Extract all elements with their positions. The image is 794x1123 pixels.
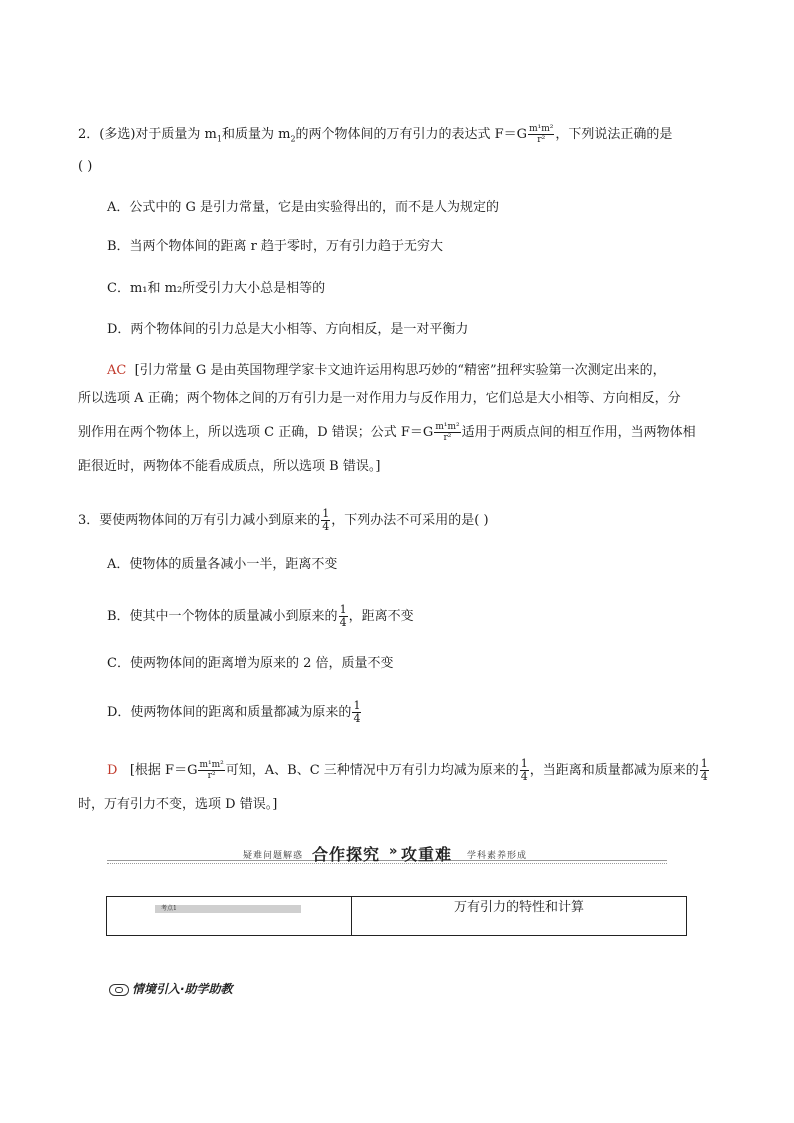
q3-explain-line1: D [根据 F＝G $\frac{\text{m¹m²}}{\text{r²}}$ 可知，A、B、C 三种情况中万有引力均减为原来的 $\frac{1}{4}$ ，当距离和质量都减为原来的 $\frac{1}{4}$ — [107, 757, 708, 783]
q3-option-b: B．使其中一个物体的质量减小到原来的 $\frac{1}{4}$ ，距离不变 — [107, 603, 414, 629]
formula-fraction: $\frac{\text{m¹m²}}{\text{r²}}$ — [199, 760, 224, 781]
q3-option-c: C．使两物体间的距离增为原来的 2 倍，质量不变 — [107, 656, 394, 671]
q2-option-c: C．m₁和 m₂所受引力大小总是相等的 — [107, 281, 326, 296]
q2-option-a: A．公式中的 G 是引力常量，它是由实验得出的，而不是人为规定的 — [107, 200, 500, 215]
banner-rule-dotted — [107, 863, 667, 864]
q3-option-a: A．使物体的质量各减小一半，距离不变 — [107, 557, 338, 572]
formula-fraction: $\frac{\text{m¹m²}}{\text{r²}}$ — [435, 422, 460, 443]
topic-tag: 考点1 — [155, 905, 301, 913]
q3-stem: 3．要使两物体间的万有引力减小到原来的 $\frac{1}{4}$ ，下列办法不可采用的是( ) — [78, 507, 489, 533]
q2-stem: 2．(多选)对于质量为 $m_1$和质量为 $m_2$的两个物体间的万有引力的表达式 F＝G $\frac{\text{m¹m²}}{\text{r²}}$ ，下列说法正确的是 — [78, 124, 673, 145]
q2-option-d: D．两个物体间的引力总是大小相等、方向相反，是一对平衡力 — [107, 322, 469, 337]
topic-table — [106, 896, 687, 936]
q2-paren: ( ) — [78, 159, 93, 174]
banner-arrow-icon: » — [389, 844, 399, 859]
formula-fraction: $\frac{\text{m¹m²}}{\text{r²}}$ — [529, 124, 554, 145]
q2-option-b: B．当两个物体间的距离 r 趋于零时，万有引力趋于无穷大 — [107, 239, 444, 254]
q2-explain-line3: 别作用在两个物体上，所以选项 C 正确，D 错误；公式 F＝G $\frac{\text{m¹m²}}{\text{r²}}$ 适用于两质点间的相互作用，当两物体相 — [78, 422, 696, 443]
scenario-icon — [109, 984, 129, 996]
banner-left-text: 疑难问题解惑 — [243, 851, 304, 861]
section-banner — [107, 842, 667, 866]
topic-title: 万有引力的特性和计算 — [453, 900, 584, 915]
q2-explain-line2: 所以选项 A 正确；两个物体之间的万有引力是一对作用力与反作用力，它们总是大小相等、方向相反，分 — [78, 391, 681, 406]
q2-explain-line4: 距很近时，两物体不能看成质点，所以选项 B 错误。] — [78, 459, 381, 474]
q3-explain-line2: 时，万有引力不变，选项 D 错误。] — [78, 797, 278, 812]
q3-option-d: D．使两物体间的距离和质量都减为原来的 $\frac{1}{4}$ — [107, 699, 361, 725]
q2-explain-line1: AC [引力常量 G 是由英国物理学家卡文迪许运用构思巧妙的“精密”扭秤实验第一次测定出来的， — [107, 363, 666, 378]
banner-main-text-2: 攻重难 — [401, 845, 453, 864]
banner-main-text: 合作探究 — [312, 845, 381, 864]
banner-right-text: 学科素养形成 — [467, 851, 528, 861]
topic-table-tag-cell — [107, 897, 352, 935]
banner-rule — [107, 860, 667, 861]
section-heading: 情境引入·助学助教 — [109, 980, 233, 997]
q2-answer: AC — [107, 363, 127, 378]
q3-answer: D — [107, 763, 118, 778]
